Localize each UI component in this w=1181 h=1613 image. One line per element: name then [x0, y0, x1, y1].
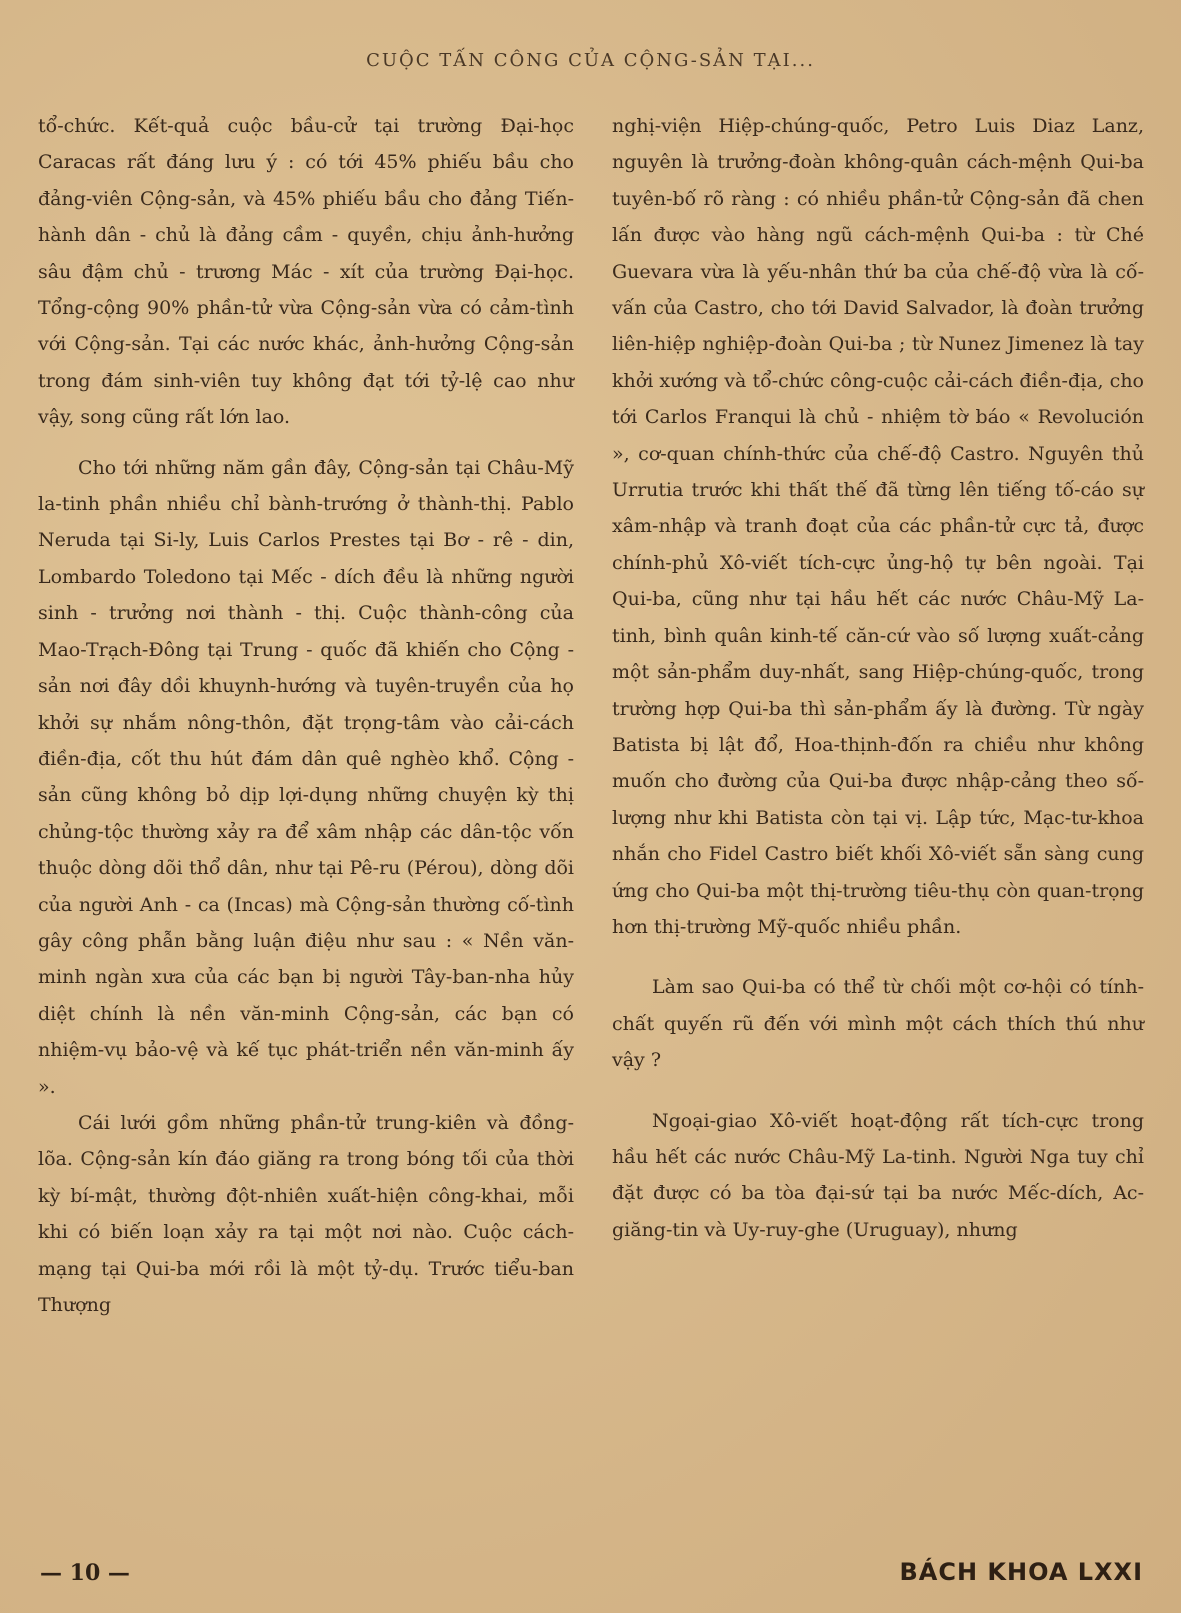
- right-paragraph-2: Làm sao Qui-ba có thể từ chối một cơ-hội có tính-chất quyến rũ đến với mình một cách thích thú như vậy ?: [612, 976, 1144, 1072]
- left-column: [38, 108, 574, 1323]
- running-head: CUỘC TẤN CÔNG CỦA CỘNG-SẢN TẠI...: [366, 50, 815, 71]
- right-paragraph-3: Ngoại-giao Xô-viết hoạt-động rất tích-cực trong hầu hết các nước Châu-Mỹ La-tinh. Người Nga tuy chỉ đặt được có ba tòa đại-sứ tại ba nước Mếc-dích, Ac-giăng-tin và Uy-ruy-ghe (Uruguay), nhưng: [612, 1109, 1144, 1241]
- page-number: — 10 —: [40, 1560, 130, 1586]
- magazine-issue: BÁCH KHOA LXXI: [899, 1558, 1143, 1586]
- left-paragraph-3: Cái lưới gồm những phần-tử trung-kiên và đồng-lõa. Cộng-sản kín đáo giăng ra trong bóng tối của thời kỳ bí-mật, thường đột-nhiên xuất-hiện công-khai, mỗi khi có biến loạn xảy ra tại một nơi nào. Cuộc cách-mạng tại Qui-ba mới rồi là một tỷ-dụ. Trước tiểu-ban Thượng: [38, 1111, 574, 1316]
- right-paragraph-1: nghị-viện Hiệp-chúng-quốc, Petro Luis Diaz Lanz, nguyên là trưởng-đoàn không-quân cách-mệnh Qui-ba tuyên-bố rõ ràng : có nhiều phần-tử Cộng-sản đã chen lấn được vào hàng ngũ cách-mệnh Qui-ba : từ Ché Guevara vừa là yếu-nhân thứ ba của chế-độ vừa là cố-vấn của Castro, cho tới David Salvador, là đoàn trưởng liên-hiệp nghiệp-đoàn Qui-ba ; từ Nunez Jimenez là tay khởi xướng và tổ-chức công-cuộc cải-cách điền-địa, cho tới Carlos Franqui là chủ - nhiệm tờ báo « Revolución », cơ-quan chính-thức của chế-độ Castro. Nguyên thủ Urrutia trước khi thất thế đã từng lên tiếng tố-cáo sự xâm-nhập và tranh đoạt của các phần-tử cực tả, được chính-phủ Xô-viết tích-cực ủng-hộ tự bên ngoài. Tại Qui-ba, cũng như tại hầu hết các nước Châu-Mỹ La-tinh, bình quân kinh-tế căn-cứ vào số lượng xuất-cảng một sản-phẩm duy-nhất, sang Hiệp-chúng-quốc, trong trường hợp Qui-ba thì sản-phẩm ấy là đường. Từ ngày Batista bị lật đổ, Hoa-thịnh-đốn ra chiều như không muốn cho đường của Qui-ba được nhập-cảng theo số-lượng như khi Batista còn tại vị. Lập tức, Mạc-tư-khoa nhắn cho Fidel Castro biết khối Xô-viết sẵn sàng cung ứng cho Qui-ba một thị-trường tiêu-thụ còn quan-trọng hơn thị-trường Mỹ-quốc nhiều phần.: [612, 115, 1144, 938]
- left-paragraph-2: Cho tới những năm gần đây, Cộng-sản tại Châu-Mỹ la-tinh phần nhiều chỉ bành-trướng ở thành-thị. Pablo Neruda tại Si-ly, Luis Carlos Prestes tại Bơ - rê - din, Lombardo Toledono tại Mếc - dích đều là những người sinh - trưởng nơi thành - thị. Cuộc thành-công của Mao-Trạch-Đông tại Trung - quốc đã khiến cho Cộng - sản nơi đây dồi khuynh-hướng và tuyên-truyền của họ khởi sự nhắm nông-thôn, đặt trọng-tâm vào cải-cách điền-địa, cốt thu hút đám dân quê nghèo khổ. Cộng - sản cũng không bỏ dịp lợi-dụng những chuyện kỳ thị chủng-tộc thường xảy ra để xâm nhập các dân-tộc vốn thuộc dòng dõi thổ dân, như tại Pê-ru (Pérou), dòng dõi của người Anh - ca (Incas) mà Cộng-sản thường cố-tình gây công phẫn bằng luận điệu như sau : « Nền văn-minh ngàn xưa của các bạn bị người Tây-ban-nha hủy diệt chính là nền văn-minh Cộng-sản, các bạn có nhiệm-vụ bảo-vệ và kế tục phát-triển nền văn-minh ấy ».: [38, 456, 574, 1098]
- left-paragraph-1: tổ-chức. Kết-quả cuộc bầu-cử tại trường Đại-học Caracas rất đáng lưu ý : có tới 45% phiếu bầu cho đảng-viên Cộng-sản, và 45% phiếu bầu cho đảng Tiến-hành dân - chủ là đảng cầm - quyền, chịu ảnh-hưởng sâu đậm chủ - trương Mác - xít của trường Đại-học. Tổng-cộng 90% phần-tử vừa Cộng-sản vừa có cảm-tình với Cộng-sản. Tại các nước khác, ảnh-hưởng Cộng-sản trong đám sinh-viên tuy không đạt tới tỷ-lệ cao như vậy, song cũng rất lớn lao.: [38, 115, 574, 429]
- right-column: [612, 108, 1144, 1248]
